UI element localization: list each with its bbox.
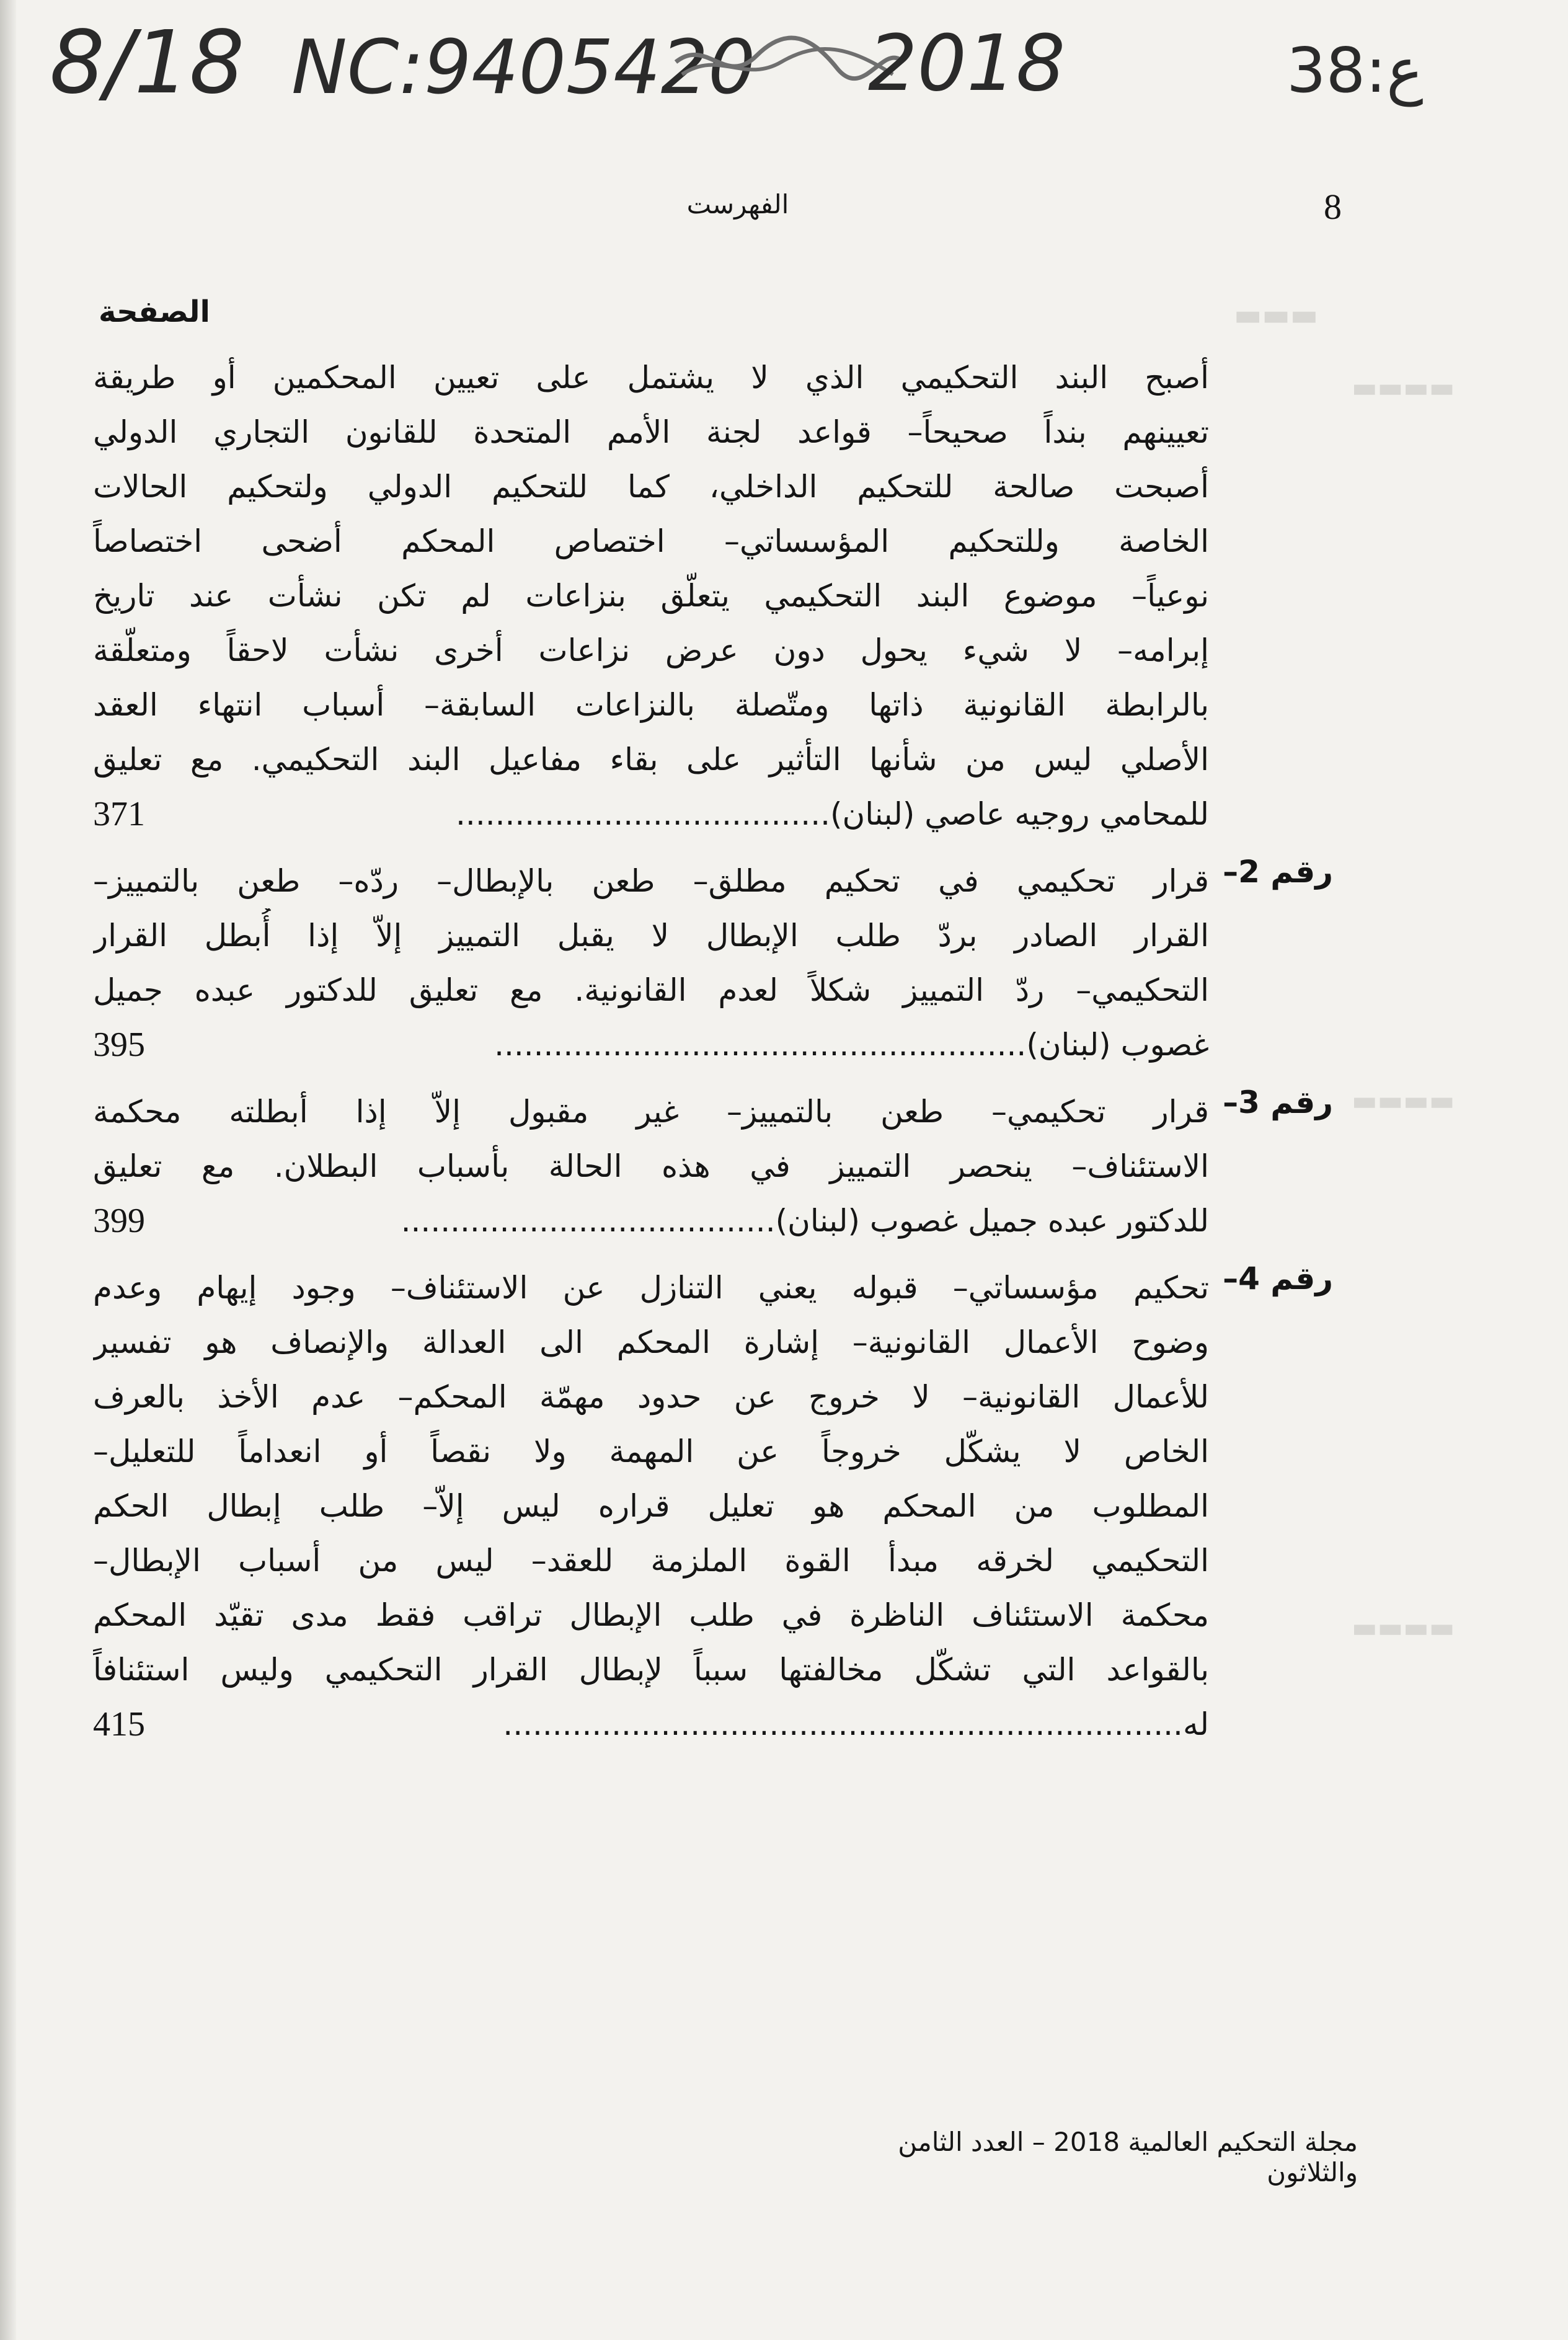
entry-line: محكمة الاستئناف الناظرة في طلب الإبطال تراقب فقط مدى تقيّد المحكم bbox=[93, 1597, 1209, 1633]
entry-number: رقم 4– bbox=[1223, 1261, 1333, 1296]
bleed-through-mark: ▬▬▬▬ bbox=[1352, 1085, 1455, 1117]
entry-line: الأصلي ليس من شأنها التأثير على بقاء مفاعيل البند التحكيمي. مع تعليق bbox=[93, 742, 1209, 778]
entry-line: الخاص لا يشكّل خروجاً عن المهمة ولا نقصاً أو انعداماً للتعليل– bbox=[93, 1434, 1209, 1469]
running-header-title: الفهرست bbox=[686, 189, 789, 219]
entry-line: له..................................................................... bbox=[503, 1706, 1209, 1742]
entry-text bbox=[93, 1261, 1209, 1752]
entry-line: الخاصة وللتحكيم المؤسساتي– اختصاص المحكم أضحى اختصاصاً bbox=[93, 523, 1209, 559]
entry-line: للدكتور عبده جميل غصوب (لبنان)...................................... bbox=[401, 1203, 1209, 1239]
entry-line: التحكيمي– ردّ التمييز شكلاً لعدم القانونية. مع تعليق للدكتور عبده جميل bbox=[93, 972, 1209, 1008]
entry-line: الاستئناف– ينحصر التمييز في هذه الحالة بأسباب البطلان. مع تعليق bbox=[93, 1148, 1209, 1184]
journal-footer: مجلة التحكيم العالمية 2018 – العدد الثامن والثلاثون bbox=[898, 2127, 1358, 2187]
entry-line: إبرامه– لا شيء يحول دون عرض نزاعات أخرى نشأت لاحقاً ومتعلّقة bbox=[93, 632, 1209, 668]
entry-line: للمحامي روجيه عاصي (لبنان)...................................... bbox=[456, 796, 1209, 832]
bleed-through-mark: ▬▬▬▬ bbox=[1352, 1612, 1455, 1644]
index-entries bbox=[93, 350, 1333, 1764]
entry-line: أصبح البند التحكيمي الذي لا يشتمل على تعيين المحكمين أو طريقة bbox=[93, 360, 1209, 396]
entry-text bbox=[93, 854, 1209, 1072]
handwritten-volume: 38:ع bbox=[1287, 34, 1424, 107]
index-entry bbox=[93, 1261, 1333, 1752]
handwritten-note-left: 8/18 bbox=[50, 12, 245, 113]
page-number: 8 bbox=[1324, 187, 1342, 227]
entry-line: تعيينهم بنداً صحيحاً– قواعد لجنة الأمم المتحدة للقانون التجاري الدولي bbox=[93, 414, 1209, 450]
entry-page-number: 399 bbox=[93, 1202, 145, 1240]
entry-line: نوعياً– موضوع البند التحكيمي يتعلّق بنزاعات لم تكن نشأت عند تاريخ bbox=[93, 578, 1209, 614]
index-entry bbox=[93, 854, 1333, 1072]
entry-line: تحكيم مؤسساتي– قبوله يعني التنازل عن الاستئناف– وجود إيهام وعدم bbox=[93, 1270, 1209, 1306]
entry-line: التحكيمي لخرقه مبدأ القوة الملزمة للعقد– ليس من أسباب الإبطال– bbox=[93, 1543, 1209, 1579]
handwritten-year: 2018 bbox=[868, 19, 1066, 109]
entry-line: القرار الصادر بردّ طلب الإبطال لا يقبل التمييز إلاّ إذا أُبطل القرار bbox=[93, 918, 1209, 954]
index-entry bbox=[93, 350, 1333, 841]
bleed-through-mark: ▬▬▬ bbox=[1234, 298, 1319, 332]
entry-line: أصبحت صالحة للتحكيم الداخلي، كما للتحكيم الدولي ولتحكيم الحالات bbox=[93, 469, 1209, 505]
entry-page-number: 395 bbox=[93, 1026, 145, 1064]
entry-line: قرار تحكيمي في تحكيم مطلق– طعن بالإبطال– ردّه– طعن بالتمييز– bbox=[93, 863, 1209, 899]
entry-line: للأعمال القانونية– لا خروج عن حدود مهمّة المحكم– عدم الأخذ بالعرف bbox=[93, 1379, 1209, 1415]
entry-number: رقم 2– bbox=[1223, 854, 1333, 890]
entry-page-number: 371 bbox=[93, 795, 145, 833]
bleed-through-mark: ▬▬▬▬ bbox=[1352, 372, 1455, 404]
entry-line: بالرابطة القانونية ذاتها ومتّصلة بالنزاعات السابقة– أسباب انتهاء العقد bbox=[93, 687, 1209, 723]
entry-text bbox=[93, 1084, 1209, 1248]
page-column-label: الصفحة bbox=[98, 295, 210, 329]
entry-number: رقم 3– bbox=[1223, 1084, 1333, 1120]
handwritten-catalog-id: NC:9405420 bbox=[291, 25, 756, 111]
entry-text bbox=[93, 350, 1209, 841]
index-entry bbox=[93, 1084, 1333, 1248]
page-edge bbox=[0, 0, 16, 2340]
entry-line: المطلوب من المحكم هو تعليل قراره ليس إلاّ– طلب إبطال الحكم bbox=[93, 1488, 1209, 1524]
entry-line: غصوب (لبنان)...................................................... bbox=[494, 1027, 1209, 1063]
entry-line: بالقواعد التي تشكّل مخالفتها سبباً لإبطال القرار التحكيمي وليس استئنافاً bbox=[93, 1652, 1209, 1688]
entry-line: قرار تحكيمي– طعن بالتمييز– غير مقبول إلاّ إذا أبطلته محكمة bbox=[93, 1094, 1209, 1130]
entry-page-number: 415 bbox=[93, 1705, 145, 1744]
entry-line: وضوح الأعمال القانونية– إشارة المحكم الى العدالة والإنصاف هو تفسير bbox=[93, 1324, 1209, 1360]
